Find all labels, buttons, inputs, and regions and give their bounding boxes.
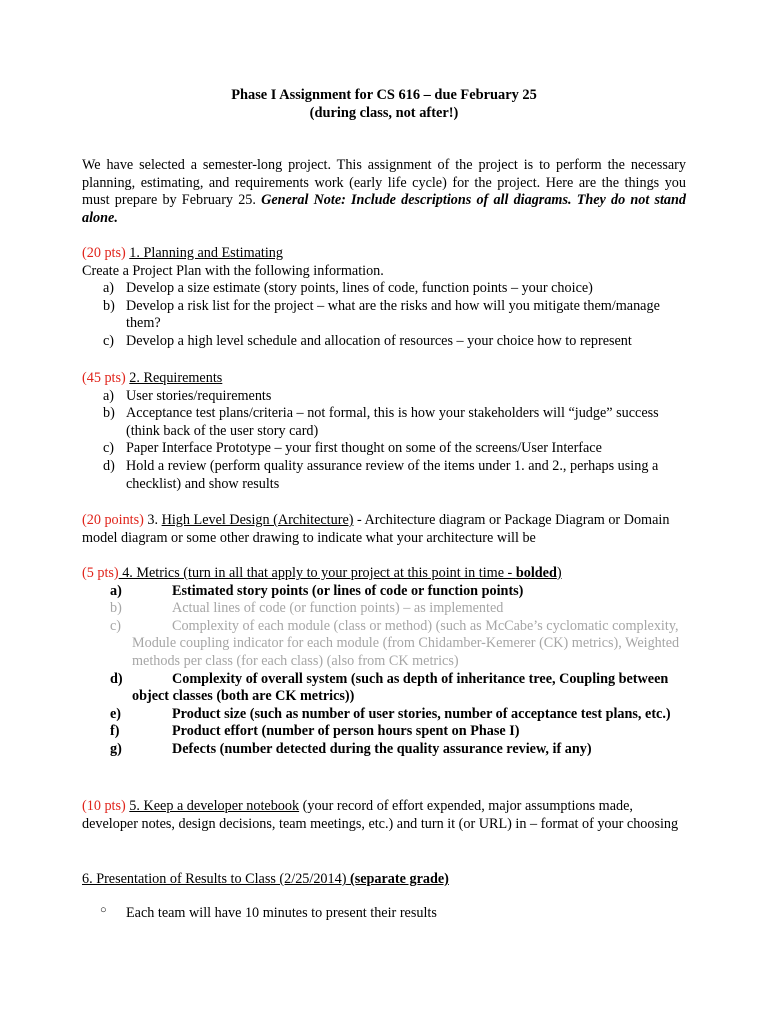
- list-item: b) Acceptance test plans/criteria – not formal, this is how your stakeholders will “judge” success (think back of the user story card): [103, 405, 659, 439]
- title-line-1: Phase I Assignment for CS 616 – due February 25: [231, 87, 537, 103]
- section-description: - Architecture diagram or Package Diagram or Domain model diagram or some other drawing to indicate what your architecture will be: [82, 512, 670, 546]
- points-badge: (20 points): [82, 512, 144, 528]
- section-requirements-heading: [82, 370, 692, 388]
- metric-item: f) Product effort (number of person hours spent on Phase I): [110, 723, 520, 740]
- section-planning: [82, 245, 692, 351]
- section-title: High Level Design (Architecture): [161, 512, 354, 528]
- section-title: 4. Metrics (turn in all that apply to your project at this point in time - bolded): [118, 565, 562, 581]
- section-title: 6. Presentation of Results to Class (2/25/2014) (separate grade): [82, 871, 449, 887]
- section-metrics-heading: [82, 565, 692, 583]
- section-design: (20 points) 3. High Level Design (Architecture) - Architecture diagram or Package Diagram or Domain model diagram or some other drawing to indicate what your architecture will be: [82, 512, 670, 546]
- points-badge: (45 pts): [82, 370, 126, 386]
- title-line-2: (during class, not after!): [309, 105, 459, 121]
- bullet-text: Each team will have 10 minutes to present their results: [126, 905, 437, 921]
- section-title: 5. Keep a developer notebook: [129, 798, 300, 814]
- metric-item: b) Actual lines of code (or function points) – as implemented: [110, 600, 504, 617]
- general-note: General Note: Include descriptions of all diagrams. They do not stand alone.: [82, 192, 687, 226]
- points-badge: (10 pts): [82, 798, 126, 814]
- section-title: 2. Requirements: [129, 370, 223, 386]
- section-metrics: [82, 565, 692, 759]
- points-badge: (5 pts): [82, 565, 119, 581]
- points-badge: (20 pts): [82, 245, 126, 261]
- list-item: a) Develop a size estimate (story points, lines of code, function points – your choice): [103, 280, 593, 297]
- section-requirements: [82, 370, 692, 493]
- section-notebook: [82, 798, 686, 833]
- section-description: (your record of effort expended, major assumptions made, developer notes, design decisions, team meetings, etc.) and turn it (or URL) in – format of your choosing: [82, 798, 679, 832]
- metric-item: c) Complexity of each module (class or method) (such as McCabe’s cyclomatic complexity, Module coupling indicator for each module (from Chidamber-Kemerer (CK) metrics), Weighted methods per class (for each class) (also from CK metrics): [110, 617, 680, 669]
- metric-item: d) Complexity of overall system (such as depth of inheritance tree, Coupling between object classes (both are CK metrics)): [110, 670, 669, 705]
- intro-text: We have selected a semester-long project. This assignment of the project is to perform the necessary planning, estimating, and requirements work (early life cycle) for the project. Here are the things you must prepare by February 25.: [82, 157, 686, 209]
- metric-item: e) Product size (such as number of user stories, number of acceptance test plans, etc.): [110, 705, 671, 722]
- list-item: c) Paper Interface Prototype – your first thought on some of the screens/User Interface: [103, 440, 602, 457]
- metric-item: g) Defects (number detected during the quality assurance review, if any): [110, 740, 592, 757]
- list-item: d) Hold a review (perform quality assurance review of the items under 1. and 2., perhaps using a checklist) and show results: [103, 457, 659, 492]
- list-item: c) Develop a high level schedule and allocation of resources – your choice how to represent: [103, 332, 632, 349]
- bullet-circle-icon: ○: [100, 904, 107, 916]
- list-item: a) User stories/requirements: [103, 387, 272, 404]
- list-item: b) Develop a risk list for the project – what are the risks and how will you mitigate them/manage them?: [103, 297, 660, 332]
- document-title: [0, 86, 768, 122]
- section-title: 1. Planning and Estimating: [129, 245, 283, 261]
- intro-paragraph: [82, 157, 686, 227]
- metric-item: a) Estimated story points (or lines of code or function points): [110, 582, 524, 599]
- section-planning-heading: [82, 245, 692, 263]
- section-presentation: [82, 871, 692, 889]
- section-lead: Create a Project Plan with the following information.: [82, 262, 384, 279]
